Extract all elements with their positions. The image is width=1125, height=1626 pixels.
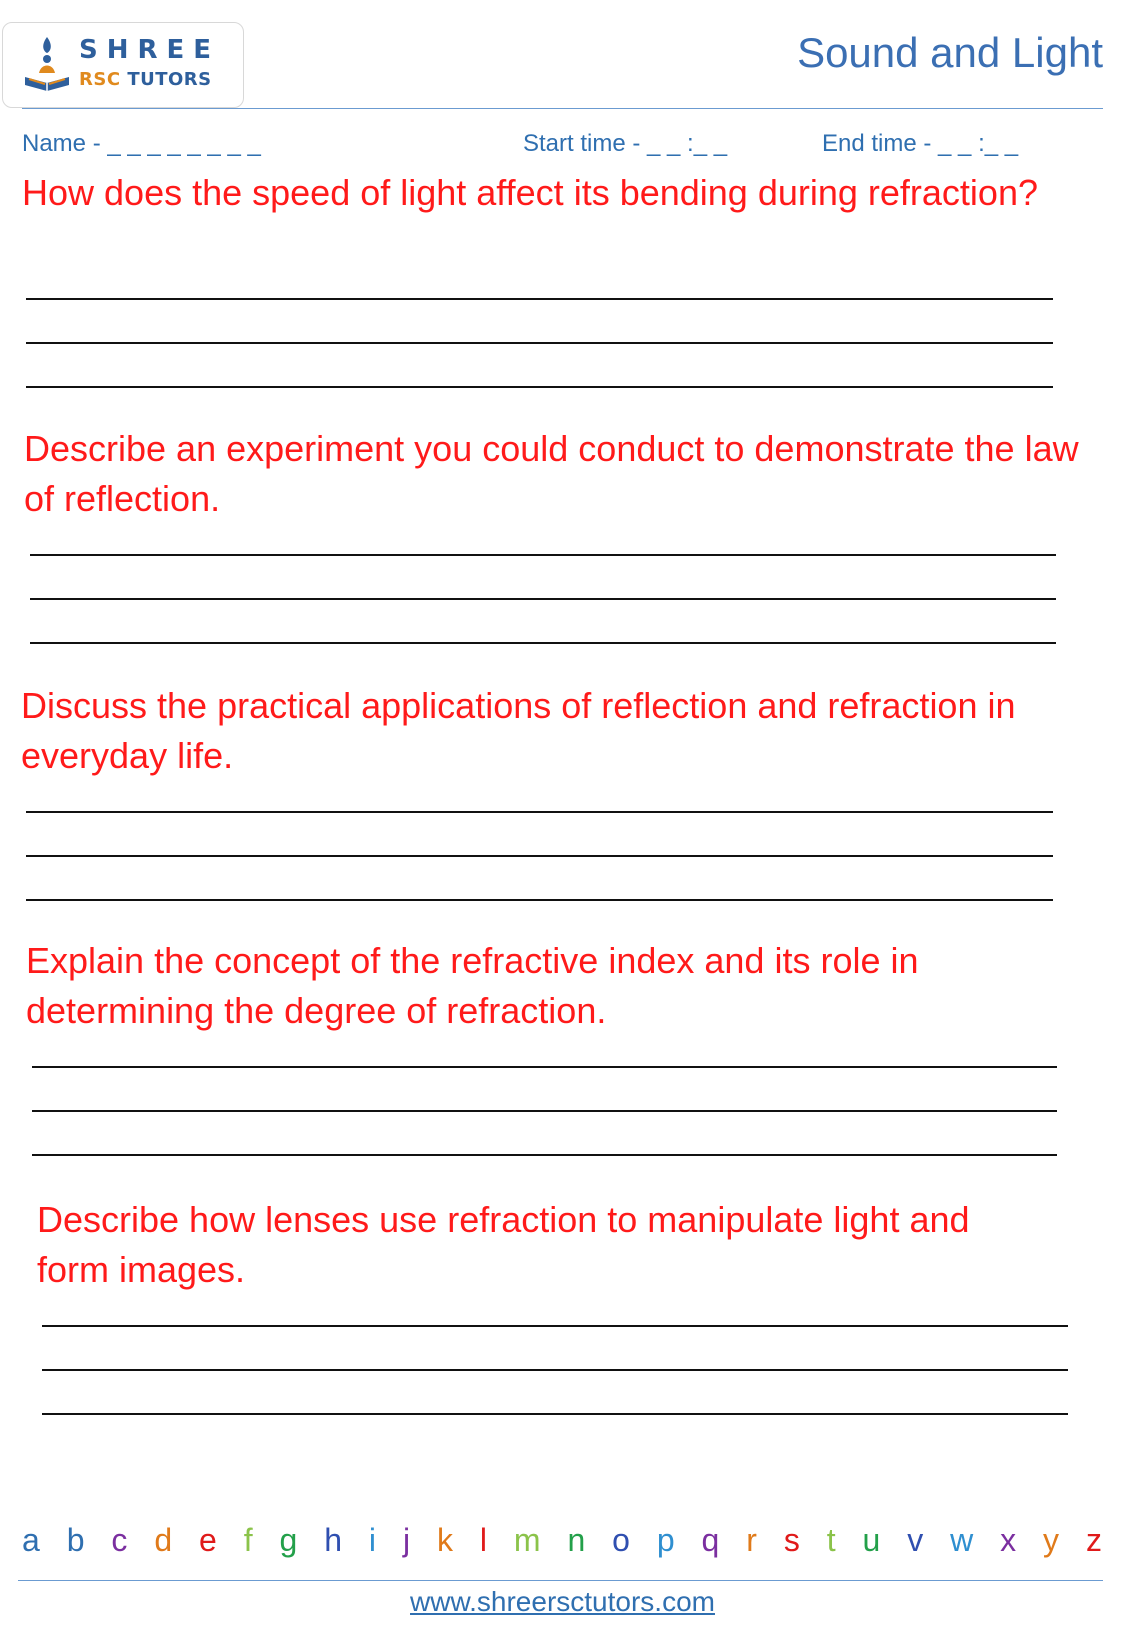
alphabet-letter: f: [243, 1522, 253, 1558]
alphabet-letter: r: [746, 1522, 757, 1558]
website-link[interactable]: www.shreersctutors.com: [410, 1586, 715, 1617]
footer: [0, 1585, 1125, 1619]
question-1: How does the speed of light affect its bending during refraction?: [22, 172, 1038, 213]
alphabet-letter: e: [199, 1522, 217, 1558]
logo: [2, 22, 244, 108]
logo-reader-icon: [21, 33, 73, 95]
logo-brand-subtitle: [79, 69, 212, 91]
alphabet-letter: a: [22, 1522, 40, 1558]
question-2: Describe an experiment you could conduct to demonstrate the law of reflection.: [24, 428, 1079, 519]
alphabet-letter: x: [1000, 1522, 1017, 1558]
answer-line: [30, 598, 1056, 600]
answer-line: [32, 1110, 1057, 1112]
logo-brand-name: SHREE: [79, 35, 221, 65]
alphabet-letter: h: [324, 1522, 343, 1558]
alphabet-letter: q: [701, 1522, 720, 1558]
answer-line: [26, 811, 1053, 813]
end-time-field: End time - _ _ :_ _: [822, 130, 1019, 157]
answer-line: [26, 855, 1053, 857]
alphabet-letter: w: [950, 1522, 974, 1558]
alphabet-letter: c: [111, 1522, 128, 1558]
answer-line: [32, 1066, 1057, 1068]
alphabet-letter: y: [1043, 1522, 1060, 1558]
footer-divider: [18, 1580, 1103, 1581]
answer-line: [26, 298, 1053, 300]
alphabet-letter: i: [368, 1522, 377, 1558]
answer-line: [26, 386, 1053, 388]
answer-line: [30, 554, 1056, 556]
alphabet-letter: g: [279, 1522, 298, 1558]
logo-rsc-text: RSC: [79, 69, 121, 90]
logo-tutors-text: TUTORS: [127, 69, 212, 90]
answer-line: [32, 1154, 1057, 1156]
start-time-field: Start time - _ _ :_ _: [523, 130, 728, 157]
answer-line: [30, 642, 1056, 644]
alphabet-letter: t: [826, 1522, 836, 1558]
alphabet-letter: n: [567, 1522, 586, 1558]
alphabet-letter: v: [907, 1522, 924, 1558]
alphabet-letter: z: [1085, 1522, 1102, 1558]
alphabet-letter: o: [612, 1522, 630, 1558]
question-4: Explain the concept of the refractive index and its role in determining the degree of refraction.: [26, 940, 919, 1031]
alphabet-letter: l: [479, 1522, 487, 1558]
answer-line: [42, 1413, 1068, 1415]
name-field: Name - _ _ _ _ _ _ _ _: [22, 130, 261, 157]
answer-line: [26, 899, 1053, 901]
alphabet-letter: b: [66, 1522, 85, 1558]
alphabet-letter: u: [862, 1522, 881, 1558]
alphabet-letter: s: [783, 1522, 800, 1558]
alphabet-letter: j: [402, 1522, 411, 1558]
answer-line: [26, 342, 1053, 344]
question-3: Discuss the practical applications of reflection and refraction in everyday life.: [21, 685, 1016, 776]
question-5: Describe how lenses use refraction to manipulate light and form images.: [37, 1199, 970, 1290]
alphabet-letter: k: [436, 1522, 453, 1558]
alphabet-letter: m: [513, 1522, 541, 1558]
page-title: Sound and Light: [797, 29, 1103, 76]
header-divider: [22, 108, 1103, 109]
alphabet-strip: [22, 1520, 1102, 1560]
answer-line: [42, 1369, 1068, 1371]
alphabet-letter: d: [154, 1522, 173, 1558]
answer-line: [42, 1325, 1068, 1327]
alphabet-letter: p: [656, 1522, 675, 1558]
